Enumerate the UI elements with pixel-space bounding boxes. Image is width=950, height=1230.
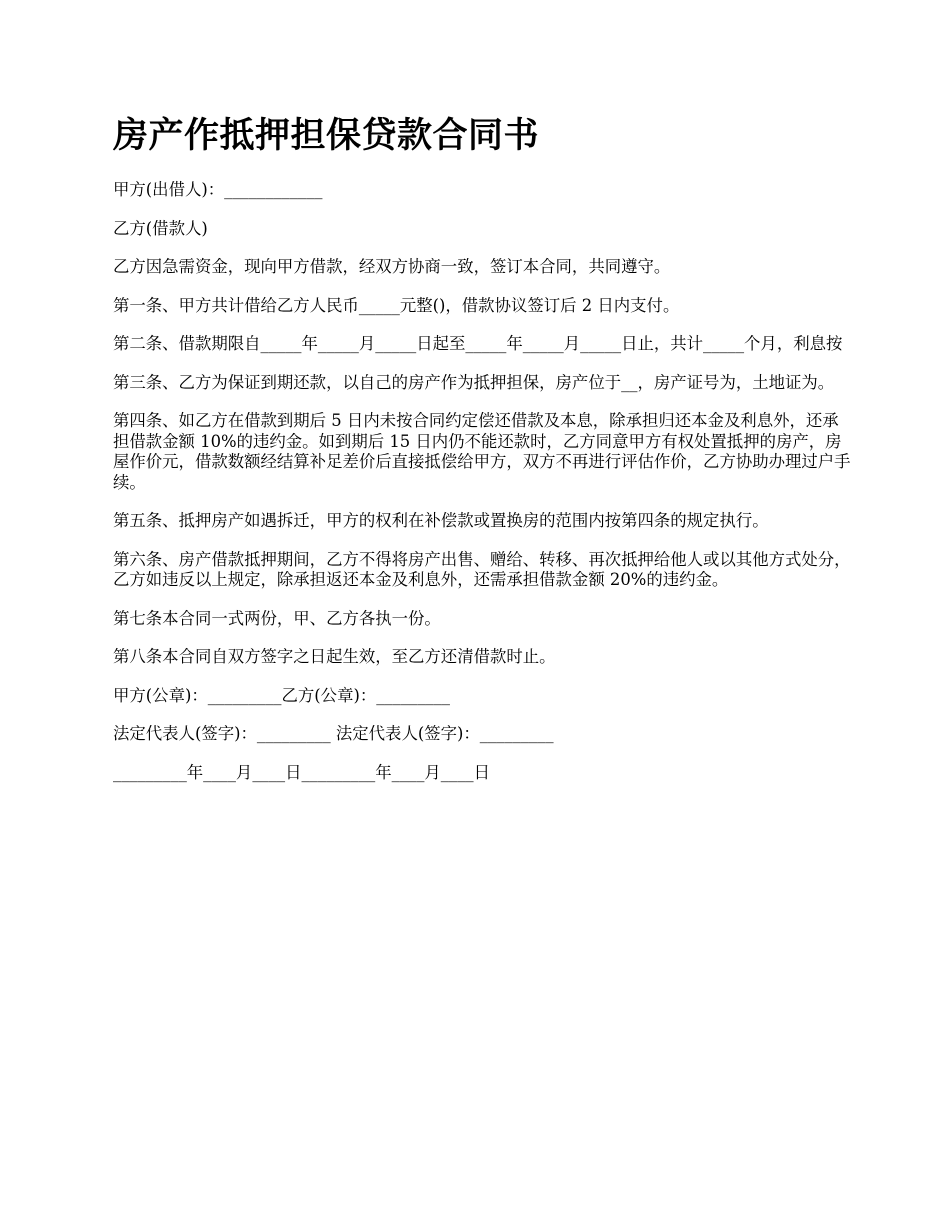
article-1: 第一条、甲方共计借给乙方人民币_____元整()，借款协议签订后 2 日内支付。 [113, 295, 680, 315]
document-page [113, 114, 853, 801]
party-b-borrower: 乙方(借款人) [113, 218, 208, 238]
article-5: 第五条、抵押房产如遇拆迁，甲方的权利在补偿款或置换房的范围内按第四条的规定执行。 [113, 511, 769, 530]
preamble: 乙方因急需资金，现向甲方借款，经双方协商一致，签订本合同，共同遵守。 [113, 257, 671, 276]
seal-line: 甲方(公章)：_________乙方(公章)：_________ [113, 685, 450, 705]
article-2: 第二条、借款期限自_____年_____月_____日起至_____年_____月_____日止，共计_____个月，利息按 [113, 334, 843, 353]
date-line: _________年____月____日_________年____月____日 [113, 762, 490, 782]
representative-signature-line: 法定代表人(签字)：_________ 法定代表人(签字)：_________ [113, 724, 554, 743]
article-7: 第七条本合同一式两份，甲、乙方各执一份。 [113, 608, 441, 628]
article-6: 第六条、房产借款抵押期间，乙方不得将房产出售、赠给、转移、再次抵押给他人或以其他方式处分，乙方如违反以上规定，除承担返还本金及利息外，还需承担借款金额 20%的违约金。 [113, 549, 851, 589]
article-8: 第八条本合同自双方签字之日起生效，至乙方还清借款时止。 [113, 647, 556, 666]
party-a-lender: 甲方(出借人)：____________ [113, 180, 323, 199]
document-title: 房产作抵押担保贷款合同书 [113, 116, 540, 156]
article-4: 第四条、如乙方在借款到期后 5 日内未按合同约定偿还借款及本息，除承担归还本金及利息外，还承担借款金额 10%的违约金。如到期后 15 日内仍不能还款时，乙方同意甲方有权处置抵押的房产，房屋作价元，借款数额经结算补足差价后直接抵偿给甲方，双方不再进行评估作价，乙方协助办理过户手续。 [113, 411, 851, 492]
article-3: 第三条、乙方为保证到期还款，以自己的房产作为抵押担保，房产位于__，房产证号为，土地证为。 [113, 372, 835, 392]
